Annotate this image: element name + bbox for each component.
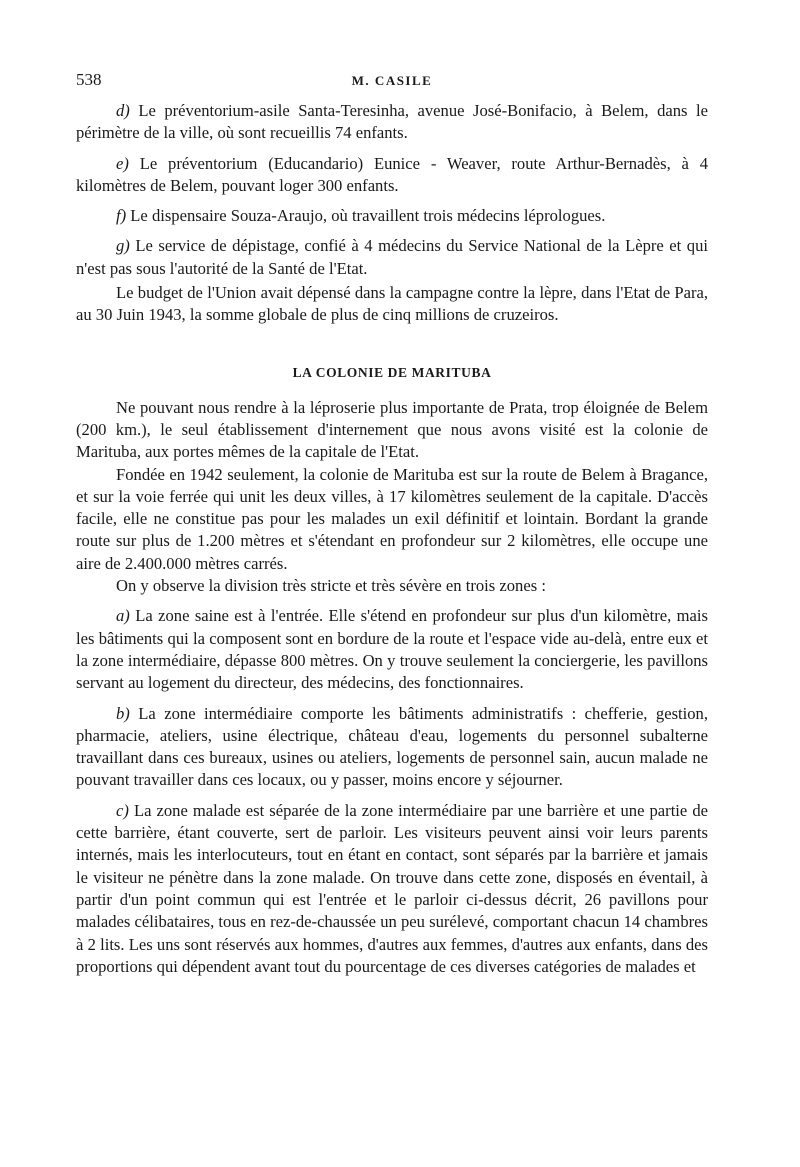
list-marker: g) [116, 236, 130, 256]
list-item-g [76, 235, 708, 280]
page-number: 538 [76, 70, 102, 89]
list-marker: b) [116, 703, 130, 723]
list-marker: f) [116, 206, 127, 226]
zone-item-a [76, 605, 708, 694]
list-item-text: Le dispensaire Souza-Araujo, où travaillent trois médecins léprologues. [130, 206, 606, 226]
zone-item-c [76, 800, 708, 978]
list-item-e [76, 153, 708, 198]
list-marker: a) [116, 606, 130, 626]
list-item-d [76, 100, 708, 145]
list-marker: d) [116, 101, 130, 120]
list-item-text: Le préventorium-asile Santa-Teresinha, avenue José-Bonifacio, à Belem, dans le périmètre de la ville, où sont recueillis 74 enfants. [76, 101, 708, 143]
section-heading: LA COLONIE DE MARITUBA [292, 364, 492, 380]
running-head [76, 66, 708, 96]
section-paragraph: On y observe la division très stricte et très sévère en trois zones : [116, 576, 546, 596]
section-paragraph: Fondée en 1942 seulement, la colonie de Marituba est sur la route de Belem à Bragance, et sur la voie ferrée qui unit les deux villes, à 17 kilomètres seulement de la capitale. D'accès facile, elle ne constitue pas pour les malades un exil définitif et lointain. Bordant la grande route sur plus de 1.200 mètres et s'étendant en profondeur sur 2 kilomètres, elle occupe une aire de 2.400.000 mètres carrés. [76, 464, 708, 573]
page [76, 66, 708, 978]
section-paragraph: Ne pouvant nous rendre à la léproserie plus importante de Prata, trop éloignée de Belem (200 km.), le seul établissement d'internement que nous avons visité est la colonie de Marituba, aux portes mêmes de la capitale de l'Etat. [76, 397, 708, 462]
list-marker: e) [116, 153, 129, 173]
zone-item-b [76, 703, 708, 792]
budget-paragraph: Le budget de l'Union avait dépensé dans la campagne contre la lèpre, dans l'Etat de Para, au 30 Juin 1943, la somme globale de plus de cinq millions de cruzeiros. [76, 283, 708, 325]
list-item-text: La zone malade est séparée de la zone intermédiaire par une barrière et une partie de cette barrière, étant couverte, sert de parloir. Les visiteurs peuvent ainsi voir leurs parents internés, mais les interlocuteurs, tout en étant en contact, sont séparés par la barrière et jamais le visiteur ne pénètre dans la zone malade. On trouve dans cette zone, disposés en éventail, à partir d'un point commun qui est l'entrée et le parloir ci-dessus décrit, 26 pavillons pour malades célibataires, tous en rez-de-chaussée un peu surélevé, comportant chacun 14 chambres à 2 lits. Les uns sont réservés aux hommes, d'autres aux femmes, d'autres aux enfants, dans des proportions qui dépendent avant tout du pourcentage de ces diverses catégories de malades et [76, 800, 708, 976]
list-item-text: Le préventorium (Educandario) Eunice - Weaver, route Arthur-Bernadès, à 4 kilomètres de Belem, pouvant loger 300 enfants. [76, 153, 708, 195]
list-marker: c) [116, 800, 129, 820]
running-head-author: M. CASILE [351, 73, 433, 88]
list-item-text: Le service de dépistage, confié à 4 médecins du Service National de la Lèpre et qui n'est pas sous l'autorité de la Santé de l'Etat. [76, 236, 708, 278]
list-item-text: La zone saine est à l'entrée. Elle s'étend en profondeur sur plus d'un kilomètre, mais les bâtiments qui la composent sont en bordure de la route et l'espace vide au-delà, entre eux et la zone intermédiaire, dépasse 800 mètres. On y trouve seulement la conciergerie, les pavillons servant au logement du directeur, des médecins, des fonctionnaires. [76, 606, 708, 693]
list-item-text: La zone intermédiaire comporte les bâtiments administratifs : chefferie, gestion, pharmacie, ateliers, usine électrique, château d'eau, logements du personnel subalterne travaillant dans ces bureaux, usines ou ateliers, logements de personnel sain, aucun malade ne pouvant travailler dans ces locaux, ou y passer, moins encore y séjourner. [76, 703, 708, 790]
list-item-f [76, 205, 708, 227]
